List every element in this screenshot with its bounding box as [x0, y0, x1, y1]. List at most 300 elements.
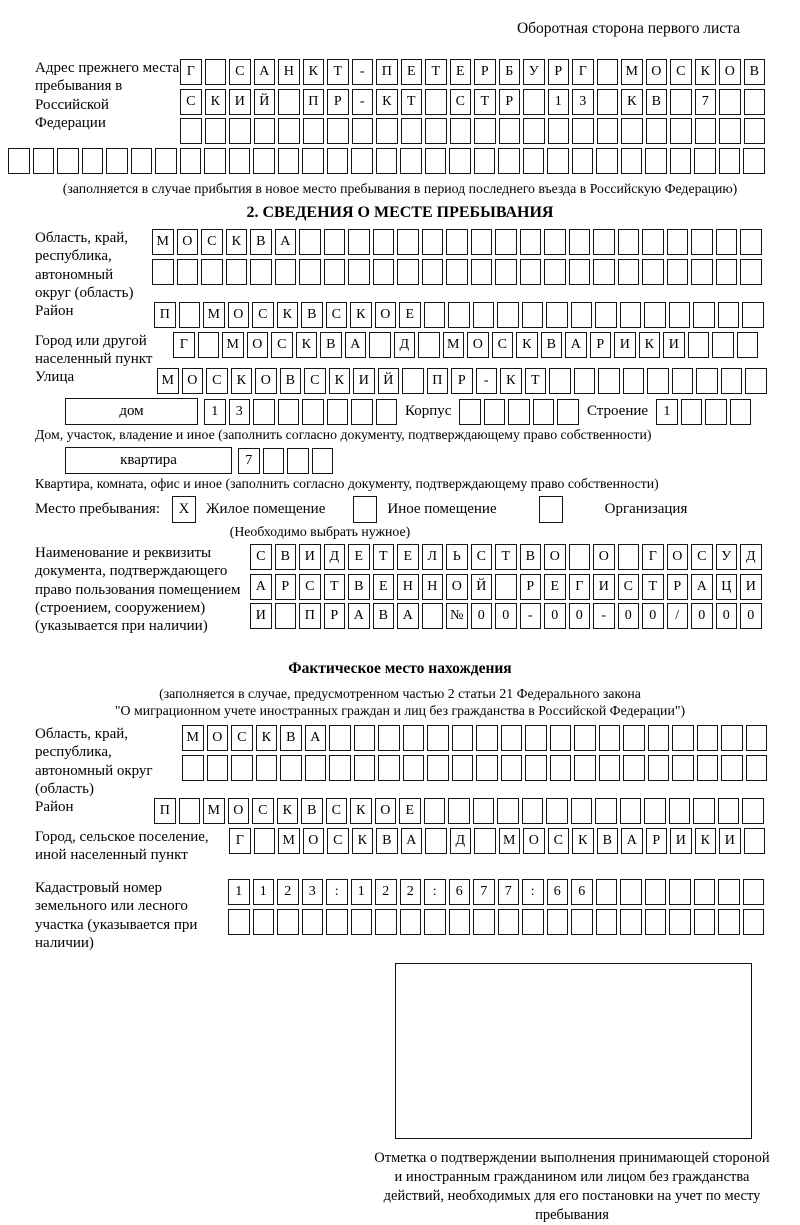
char-cell	[533, 399, 555, 425]
char-cell: Р	[327, 89, 349, 115]
char-cell: 2	[400, 879, 422, 905]
char-cell	[402, 368, 424, 394]
char-cell: Р	[275, 574, 297, 600]
char-cell	[618, 544, 640, 570]
char-cell	[520, 259, 542, 285]
char-cell: -	[476, 368, 498, 394]
char-cell	[351, 148, 373, 174]
char-cell	[718, 798, 740, 824]
char-cell: П	[303, 89, 325, 115]
actual-district-label: Район	[35, 799, 74, 815]
char-cell: О	[228, 302, 250, 328]
char-cell	[327, 148, 349, 174]
char-cell	[746, 755, 768, 781]
char-cell: В	[250, 229, 272, 255]
char-cell	[623, 368, 645, 394]
char-cell	[427, 725, 449, 751]
char-cell: 3	[302, 879, 324, 905]
char-cell	[523, 148, 545, 174]
char-cell: 7	[473, 879, 495, 905]
char-cell: С	[299, 574, 321, 600]
char-cell	[369, 332, 391, 358]
char-cell	[278, 118, 300, 144]
char-cell	[523, 89, 545, 115]
char-cell: Н	[422, 574, 444, 600]
char-cell: Т	[401, 89, 423, 115]
char-cell: К	[376, 89, 398, 115]
stamp-caption: Отметка о подтверждении выполнения принимающей стороной и иностранным гражданином или лицом без гражданства действий, необходимых для его постановки на учет по месту пребывания	[374, 1150, 770, 1223]
char-cell: И	[353, 368, 375, 394]
char-cell: Р	[520, 574, 542, 600]
char-cell	[716, 259, 738, 285]
stay-type-row	[35, 496, 800, 523]
char-cell	[474, 118, 496, 144]
korpus-label: Корпус	[405, 403, 452, 419]
char-cell: Т	[495, 544, 517, 570]
char-cell	[254, 828, 276, 854]
char-cell	[672, 368, 694, 394]
char-cell: Г	[180, 59, 202, 85]
cadastre-row-2[interactable]	[228, 909, 800, 935]
char-cell	[743, 909, 765, 935]
char-cell	[422, 603, 444, 629]
char-cell: М	[443, 332, 465, 358]
char-cell: :	[424, 879, 446, 905]
char-cell: -	[352, 89, 374, 115]
char-cell	[557, 399, 579, 425]
char-cell	[574, 725, 596, 751]
char-cell	[571, 302, 593, 328]
char-cell: 0	[618, 603, 640, 629]
char-cell	[326, 909, 348, 935]
char-cell	[721, 755, 743, 781]
char-cell	[229, 148, 251, 174]
street-row[interactable]	[157, 368, 800, 394]
char-cell	[719, 148, 741, 174]
char-cell: О	[303, 828, 325, 854]
city-row[interactable]	[173, 332, 800, 358]
char-cell	[595, 798, 617, 824]
char-cell	[182, 755, 204, 781]
char-cell: А	[305, 725, 327, 751]
char-cell	[618, 259, 640, 285]
char-cell	[422, 259, 444, 285]
char-cell: №	[446, 603, 468, 629]
char-cell: Й	[471, 574, 493, 600]
prev-address-row-2[interactable]	[180, 89, 800, 115]
char-cell	[719, 89, 741, 115]
char-cell: Е	[450, 59, 472, 85]
char-cell	[697, 755, 719, 781]
char-cell: У	[716, 544, 738, 570]
char-cell: 0	[740, 603, 762, 629]
char-cell: Р	[667, 574, 689, 600]
char-cell: Т	[474, 89, 496, 115]
char-cell	[476, 725, 498, 751]
char-cell: О	[593, 544, 615, 570]
char-cell: И	[740, 574, 762, 600]
char-cell	[327, 118, 349, 144]
char-cell	[425, 148, 447, 174]
char-cell	[401, 118, 423, 144]
cadastre-row-1[interactable]	[228, 879, 800, 905]
char-cell: О	[446, 574, 468, 600]
char-cell: 1	[548, 89, 570, 115]
char-cell	[205, 118, 227, 144]
char-cell: В	[280, 368, 302, 394]
char-cell: Р	[646, 828, 668, 854]
char-cell	[201, 259, 223, 285]
char-cell: С	[180, 89, 202, 115]
house-type-box[interactable]: дом	[65, 398, 198, 425]
char-cell: В	[541, 332, 563, 358]
char-cell: И	[250, 603, 272, 629]
char-cell: М	[182, 725, 204, 751]
char-cell: О	[207, 725, 229, 751]
char-cell	[670, 148, 692, 174]
char-cell: К	[226, 229, 248, 255]
char-cell	[327, 399, 349, 425]
char-cell: К	[695, 828, 717, 854]
char-cell: Г	[173, 332, 195, 358]
char-cell	[508, 399, 530, 425]
char-cell: Р	[324, 603, 346, 629]
char-cell: С	[206, 368, 228, 394]
char-cell	[354, 755, 376, 781]
char-cell	[198, 332, 220, 358]
prev-address-row-1[interactable]	[180, 59, 800, 85]
char-cell	[644, 302, 666, 328]
char-cell	[278, 399, 300, 425]
actual-city-row[interactable]	[229, 828, 800, 854]
char-cell: А	[345, 332, 367, 358]
char-cell	[373, 229, 395, 255]
char-cell: Н	[397, 574, 419, 600]
char-cell: М	[621, 59, 643, 85]
char-cell: С	[304, 368, 326, 394]
char-cell	[742, 798, 764, 824]
actual-region-field	[0, 725, 800, 798]
stay-type-note: (Необходимо выбрать нужное)	[229, 524, 411, 539]
char-cell: У	[523, 59, 545, 85]
cadastre-field	[0, 879, 800, 955]
char-cell	[378, 725, 400, 751]
char-cell	[376, 399, 398, 425]
char-cell	[373, 259, 395, 285]
actual-region-row-2[interactable]	[182, 755, 800, 781]
char-cell	[397, 229, 419, 255]
char-cell	[473, 302, 495, 328]
region-row-1[interactable]	[152, 229, 800, 255]
char-cell	[691, 229, 713, 255]
checkbox-other-premises[interactable]	[353, 496, 377, 523]
char-cell: С	[326, 302, 348, 328]
house-number-cells[interactable]	[204, 399, 397, 425]
char-cell: 0	[544, 603, 566, 629]
char-cell	[231, 755, 253, 781]
char-cell	[448, 302, 470, 328]
char-cell	[644, 798, 666, 824]
char-cell: М	[203, 798, 225, 824]
char-cell: В	[280, 725, 302, 751]
document-field	[0, 544, 800, 650]
char-cell	[452, 725, 474, 751]
char-cell: В	[275, 544, 297, 570]
city-field	[0, 332, 800, 368]
char-cell	[597, 89, 619, 115]
char-cell	[647, 368, 669, 394]
char-cell: 1	[228, 879, 250, 905]
char-cell: К	[639, 332, 661, 358]
char-cell	[177, 259, 199, 285]
char-cell: О	[228, 798, 250, 824]
char-cell: Г	[572, 59, 594, 85]
char-cell	[544, 259, 566, 285]
char-cell: М	[499, 828, 521, 854]
korpus-cells[interactable]	[459, 399, 579, 425]
page-title: Оборотная сторона первого листа	[516, 20, 740, 37]
char-cell	[670, 118, 692, 144]
char-cell	[348, 259, 370, 285]
char-cell	[495, 574, 517, 600]
char-cell	[746, 725, 768, 751]
char-cell: О	[375, 798, 397, 824]
char-cell	[705, 399, 727, 425]
char-cell	[548, 118, 570, 144]
char-cell: К	[303, 59, 325, 85]
char-cell	[302, 909, 324, 935]
char-cell: М	[203, 302, 225, 328]
document-row-3[interactable]	[250, 603, 800, 629]
actual-district-row[interactable]	[154, 798, 800, 824]
char-cell	[204, 148, 226, 174]
char-cell	[459, 399, 481, 425]
char-cell	[179, 798, 201, 824]
char-cell: Д	[450, 828, 472, 854]
char-cell	[253, 399, 275, 425]
char-cell	[495, 259, 517, 285]
char-cell	[523, 118, 545, 144]
char-cell: П	[376, 59, 398, 85]
char-cell	[302, 399, 324, 425]
char-cell	[263, 448, 285, 474]
char-cell: В	[744, 59, 766, 85]
char-cell	[672, 725, 694, 751]
char-cell: 7	[695, 89, 717, 115]
prev-address-row-3[interactable]	[180, 118, 800, 144]
district-row[interactable]	[154, 302, 800, 328]
char-cell	[253, 148, 275, 174]
char-cell: 0	[691, 603, 713, 629]
char-cell: А	[691, 574, 713, 600]
char-cell	[329, 725, 351, 751]
house-row	[65, 398, 800, 425]
char-cell: С	[201, 229, 223, 255]
cadastre-label: Кадастровый номер земельного или лесного участка (указывается при наличии)	[35, 880, 198, 951]
char-cell	[721, 368, 743, 394]
char-cell: А	[250, 574, 272, 600]
char-cell	[621, 118, 643, 144]
char-cell: 6	[571, 879, 593, 905]
char-cell: О	[544, 544, 566, 570]
char-cell	[522, 909, 544, 935]
char-cell: В	[301, 798, 323, 824]
char-cell	[743, 148, 765, 174]
char-cell: В	[301, 302, 323, 328]
char-cell	[621, 148, 643, 174]
char-cell	[522, 798, 544, 824]
char-cell: Б	[499, 59, 521, 85]
char-cell	[106, 148, 128, 174]
char-cell: Й	[254, 89, 276, 115]
char-cell	[648, 725, 670, 751]
char-cell	[501, 755, 523, 781]
prev-address-row-4[interactable]	[8, 148, 800, 174]
char-cell	[277, 909, 299, 935]
document-row-1[interactable]	[250, 544, 800, 570]
char-cell: В	[373, 603, 395, 629]
char-cell	[397, 259, 419, 285]
char-cell: К	[231, 368, 253, 394]
char-cell: С	[450, 89, 472, 115]
checkbox-residential[interactable]: X	[172, 496, 196, 523]
char-cell	[351, 909, 373, 935]
char-cell: Е	[348, 544, 370, 570]
char-cell	[226, 259, 248, 285]
stroenie-cells[interactable]	[656, 399, 751, 425]
char-cell	[744, 828, 766, 854]
char-cell: С	[252, 798, 274, 824]
char-cell	[471, 229, 493, 255]
char-cell: С	[327, 828, 349, 854]
char-cell	[598, 368, 620, 394]
stay-type-label: Место пребывания:	[35, 501, 160, 517]
char-cell: С	[326, 798, 348, 824]
char-cell	[484, 399, 506, 425]
char-cell	[737, 332, 759, 358]
char-cell	[299, 259, 321, 285]
char-cell	[669, 798, 691, 824]
char-cell: 0	[569, 603, 591, 629]
document-row-2[interactable]	[250, 574, 800, 600]
char-cell: С	[471, 544, 493, 570]
char-cell: 1	[204, 399, 226, 425]
char-cell	[669, 909, 691, 935]
char-cell: А	[401, 828, 423, 854]
char-cell	[449, 148, 471, 174]
char-cell: Р	[451, 368, 473, 394]
char-cell: К	[500, 368, 522, 394]
char-cell	[550, 725, 572, 751]
char-cell: 1	[253, 879, 275, 905]
char-cell	[593, 229, 615, 255]
char-cell	[329, 755, 351, 781]
char-cell	[452, 755, 474, 781]
char-cell: А	[565, 332, 587, 358]
char-cell	[8, 148, 30, 174]
char-cell	[254, 118, 276, 144]
char-cell	[497, 302, 519, 328]
char-cell: Р	[548, 59, 570, 85]
char-cell: В	[646, 89, 668, 115]
char-cell	[618, 229, 640, 255]
char-cell: К	[277, 302, 299, 328]
char-cell	[744, 89, 766, 115]
stamp-area	[0, 957, 800, 1222]
char-cell	[476, 755, 498, 781]
char-cell	[544, 229, 566, 255]
char-cell: И	[614, 332, 636, 358]
char-cell: 0	[642, 603, 664, 629]
char-cell	[695, 118, 717, 144]
apartment-number-cells[interactable]	[238, 448, 333, 474]
char-cell	[620, 909, 642, 935]
char-cell	[648, 755, 670, 781]
char-cell: В	[320, 332, 342, 358]
char-cell	[495, 229, 517, 255]
prev-address-label: Адрес прежнего места пребывания в Российской Федерации	[35, 60, 180, 131]
char-cell	[450, 118, 472, 144]
char-cell	[694, 148, 716, 174]
char-cell	[745, 368, 767, 394]
char-cell	[744, 118, 766, 144]
char-cell	[348, 229, 370, 255]
char-cell	[376, 148, 398, 174]
char-cell	[719, 118, 741, 144]
char-cell	[599, 725, 621, 751]
region-row-2[interactable]	[152, 259, 800, 285]
char-cell	[473, 909, 495, 935]
char-cell	[303, 118, 325, 144]
char-cell: Д	[324, 544, 346, 570]
char-cell: О	[375, 302, 397, 328]
char-cell	[471, 259, 493, 285]
char-cell: Е	[399, 302, 421, 328]
char-cell	[645, 879, 667, 905]
char-cell	[669, 302, 691, 328]
option-residential-label: Жилое помещение	[206, 501, 326, 517]
char-cell	[525, 755, 547, 781]
char-cell	[501, 725, 523, 751]
char-cell	[596, 909, 618, 935]
char-cell	[424, 302, 446, 328]
char-cell: С	[691, 544, 713, 570]
char-cell: П	[299, 603, 321, 629]
char-cell: А	[348, 603, 370, 629]
char-cell	[546, 798, 568, 824]
char-cell: 3	[229, 399, 251, 425]
char-cell	[694, 909, 716, 935]
char-cell: М	[278, 828, 300, 854]
char-cell	[425, 118, 447, 144]
char-cell: К	[277, 798, 299, 824]
char-cell	[571, 798, 593, 824]
char-cell	[498, 148, 520, 174]
char-cell: О	[255, 368, 277, 394]
char-cell: К	[350, 302, 372, 328]
char-cell	[693, 798, 715, 824]
char-cell	[688, 332, 710, 358]
char-cell	[499, 118, 521, 144]
char-cell	[497, 798, 519, 824]
char-cell	[623, 725, 645, 751]
apartment-type-box[interactable]: квартира	[65, 447, 232, 474]
checkbox-organization[interactable]	[539, 496, 563, 523]
actual-region-row-1[interactable]	[182, 725, 800, 751]
char-cell: К	[205, 89, 227, 115]
char-cell: С	[618, 574, 640, 600]
char-cell: М	[157, 368, 179, 394]
